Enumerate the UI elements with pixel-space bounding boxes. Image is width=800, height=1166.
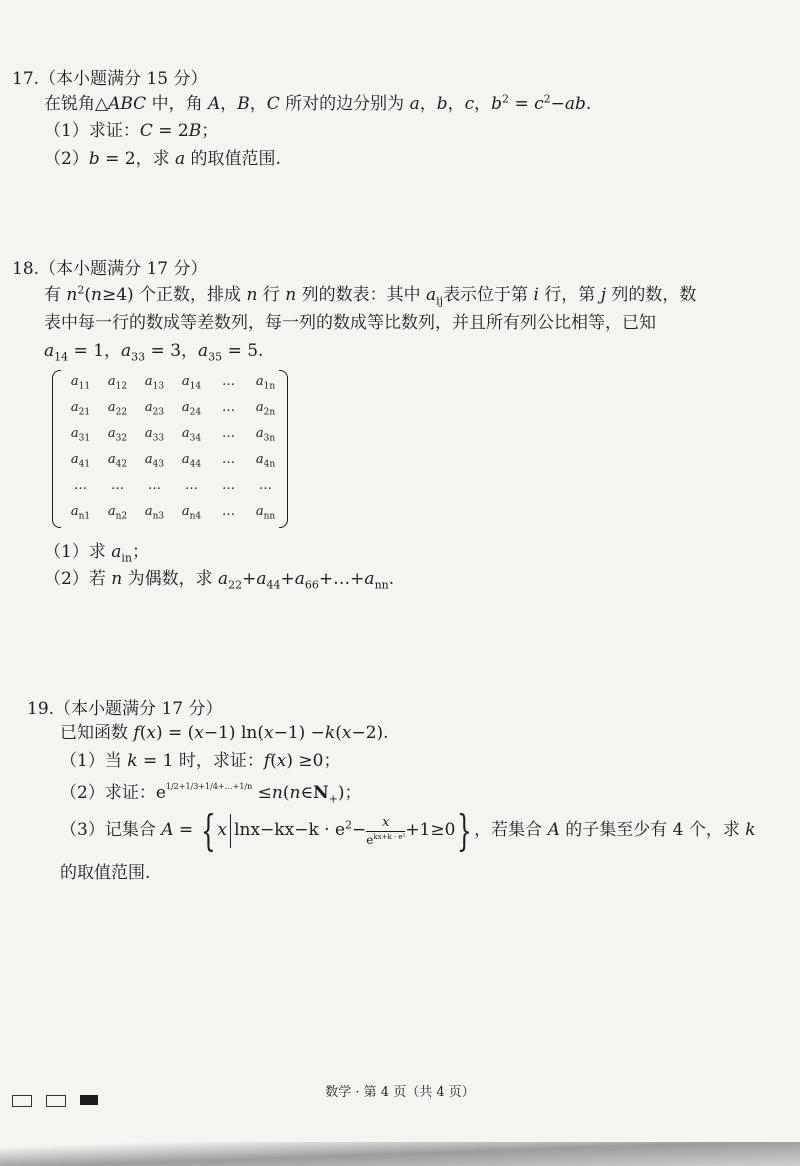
- q17-text: ，: [419, 94, 437, 114]
- matrix-cell-base: …: [222, 503, 235, 519]
- matrix-cell-base: a: [70, 451, 79, 467]
- matrix-cell: [62, 420, 99, 446]
- q18-text: 有: [44, 285, 67, 305]
- q19-var: x: [217, 820, 227, 840]
- q17-var: a: [409, 94, 420, 114]
- q19-text: ) = (: [155, 723, 195, 743]
- matrix-cell-base: …: [185, 477, 198, 493]
- q19-var: x: [146, 723, 156, 743]
- q17-var: a: [175, 149, 186, 169]
- q18-text: = 1，: [68, 341, 122, 361]
- q19-var: f: [263, 751, 271, 771]
- q17-text: 所对的边分别为: [279, 94, 410, 114]
- q18-sub: nn: [374, 578, 389, 592]
- q17-text: 的取值范围.: [185, 149, 281, 169]
- q19-part1: [60, 750, 340, 772]
- q19-text: （1）当: [60, 751, 128, 771]
- q19-var: A: [547, 820, 560, 840]
- q17-text: 中，角: [146, 94, 208, 114]
- matrix-cell: [173, 498, 210, 524]
- q17-text: ，: [220, 94, 238, 114]
- matrix-row: [62, 446, 284, 472]
- matrix-row: [62, 368, 284, 394]
- q19-den-base: e: [366, 832, 374, 847]
- q17-sup: 2: [502, 92, 510, 106]
- q18-sub: 22: [228, 578, 243, 592]
- matrix-cell-base: a: [107, 373, 116, 389]
- matrix-cell-base: a: [70, 373, 79, 389]
- matrix-cell-index: n2: [115, 511, 128, 522]
- q19-fraction-numerator: x: [366, 816, 405, 832]
- q17-var: C: [139, 121, 153, 141]
- q17-text: =: [509, 94, 535, 114]
- matrix-cell-index: n4: [189, 511, 202, 522]
- matrix-cell-base: a: [181, 373, 190, 389]
- matrix-cell-index: 43: [152, 459, 165, 470]
- q17-var: b: [491, 94, 503, 114]
- matrix-cell: [247, 498, 284, 524]
- matrix-cell-base: a: [255, 503, 264, 519]
- q17-var: ab: [564, 94, 586, 114]
- q19-heading: [27, 698, 222, 720]
- matrix-cell-base: a: [70, 425, 79, 441]
- matrix-body: [62, 368, 284, 524]
- matrix-row: [62, 498, 284, 524]
- matrix-cell: [99, 368, 136, 394]
- q17-var: B: [237, 94, 250, 114]
- q19-fraction: [366, 816, 405, 846]
- matrix-cell: [136, 368, 173, 394]
- q18-var: a: [111, 542, 122, 562]
- matrix-cell-index: 32: [115, 433, 128, 444]
- matrix-cell-index: 24: [189, 407, 202, 418]
- q18-sub: 44: [266, 578, 281, 592]
- matrix-cell-base: a: [144, 399, 153, 415]
- matrix-cell: [173, 420, 210, 446]
- matrix-cell-base: a: [144, 503, 153, 519]
- q18-part2: [44, 568, 394, 590]
- q18-text: = 3，: [145, 341, 199, 361]
- q17-sup: 2: [543, 92, 551, 106]
- q19-text: 的取值范围.: [60, 863, 151, 883]
- matrix-cell-index: 12: [115, 381, 128, 392]
- footer-text: 数学 · 第 4 页（共 4 页）: [325, 1085, 475, 1100]
- scan-edge-shadow: [0, 1142, 800, 1166]
- matrix-cell-base: a: [107, 451, 116, 467]
- matrix-cell: [62, 394, 99, 420]
- q17-head-text: 17.（本小题满分 15 分）: [12, 69, 208, 89]
- q18-var: j: [600, 285, 606, 305]
- matrix-cell-index: 21: [78, 407, 91, 418]
- q17-text: ；: [201, 121, 219, 141]
- q18-text: .: [388, 569, 395, 589]
- q18-part1: [44, 541, 149, 563]
- matrix-cell-base: a: [181, 503, 190, 519]
- matrix-cell: [136, 420, 173, 446]
- matrix-cell-index: 4n: [263, 459, 276, 470]
- q19-stem: [60, 722, 389, 744]
- matrix-cell: [99, 420, 136, 446]
- footer-marker-box: [46, 1095, 66, 1107]
- q19-text: −: [352, 820, 367, 840]
- q18-head-text: 18.（本小题满分 17 分）: [12, 259, 208, 279]
- matrix-cell: [173, 368, 210, 394]
- matrix-cell: [210, 420, 247, 446]
- q19-var: k: [745, 820, 756, 840]
- matrix-cell: [99, 498, 136, 524]
- q17-heading: [12, 68, 207, 90]
- q19-head-text: 19.（本小题满分 17 分）: [27, 699, 223, 719]
- matrix-cell: [247, 394, 284, 420]
- matrix-cell: [62, 368, 99, 394]
- q18-stem-line3: [44, 340, 263, 362]
- q18-var: n: [111, 569, 123, 589]
- matrix-cell-index: 13: [152, 381, 165, 392]
- matrix-cell-index: 33: [152, 433, 165, 444]
- q17-part1: [44, 120, 218, 142]
- q19-text: +1≥0: [405, 820, 456, 840]
- q18-stem-line1: [44, 284, 696, 306]
- matrix-cell-index: 34: [189, 433, 202, 444]
- matrix-cell-base: a: [107, 399, 116, 415]
- matrix-row: [62, 394, 284, 420]
- q19-sub: +: [328, 792, 338, 806]
- matrix-cell-base: a: [181, 425, 190, 441]
- matrix-cell: [173, 472, 210, 498]
- footer-marker-box: [12, 1095, 32, 1107]
- matrix-cell-index: n3: [152, 511, 165, 522]
- q19-set-symbol: N: [313, 783, 329, 803]
- q19-text: (: [139, 723, 147, 743]
- matrix-row: [62, 420, 284, 446]
- q19-var: x: [341, 723, 352, 743]
- matrix-cell-base: a: [70, 503, 79, 519]
- q19-text: −1) ln(: [203, 723, 264, 743]
- q18-var: n: [91, 285, 102, 305]
- q18-var: n: [66, 285, 78, 305]
- q19-part3: [60, 805, 756, 855]
- q18-text: +…+: [318, 569, 365, 589]
- matrix-cell: [99, 394, 136, 420]
- q19-sup: 2: [345, 818, 353, 832]
- matrix-cell: [62, 446, 99, 472]
- matrix-cell-base: …: [222, 399, 235, 415]
- q19-text: ≤: [252, 783, 272, 803]
- matrix-cell-index: 3n: [263, 433, 276, 444]
- matrix-cell-index: 44: [189, 459, 202, 470]
- matrix-cell-base: a: [144, 373, 153, 389]
- q17-text: ，: [474, 94, 492, 114]
- matrix-cell-index: 22: [115, 407, 128, 418]
- q19-text: (: [270, 751, 277, 771]
- q19-text: ，若集合: [474, 820, 548, 840]
- footer-marker-filled: [80, 1095, 98, 1105]
- q17-text: .: [585, 94, 592, 114]
- q18-text: 表示位于第: [443, 285, 534, 305]
- matrix-cell: [173, 446, 210, 472]
- q19-text: 已知函数: [60, 723, 134, 743]
- q19-text: （2）求证：e: [60, 783, 166, 803]
- q18-text: （1）求: [44, 542, 112, 562]
- matrix-cell-base: …: [222, 451, 235, 467]
- q19-text: （3）记集合: [60, 820, 162, 840]
- q18-heading: [12, 258, 207, 280]
- matrix-cell-base: a: [255, 373, 264, 389]
- q18-text: 行，第: [538, 285, 601, 305]
- matrix-cell: [136, 472, 173, 498]
- matrix-cell: [136, 498, 173, 524]
- q19-text: ) ≥0；: [286, 751, 341, 771]
- q19-var: k: [324, 723, 336, 743]
- q19-var: k: [127, 751, 138, 771]
- matrix-cell-index: n1: [78, 511, 91, 522]
- matrix-cell: [247, 472, 284, 498]
- q18-text: 为偶数，求: [122, 569, 218, 589]
- q19-var: x: [276, 751, 287, 771]
- q18-sub: in: [121, 551, 132, 565]
- q18-var: a: [218, 569, 229, 589]
- matrix-cell: [210, 498, 247, 524]
- matrix-cell-base: …: [222, 425, 235, 441]
- q17-var: c: [464, 94, 475, 114]
- q17-var: b: [436, 94, 448, 114]
- q18-sup: 2: [77, 283, 85, 297]
- q19-right-brace: }: [457, 805, 473, 855]
- page-footer: [0, 1081, 800, 1100]
- matrix-cell-index: 42: [115, 459, 128, 470]
- q18-var: a: [364, 569, 375, 589]
- matrix-cell-index: 11: [78, 381, 91, 392]
- q19-text: 的子集至少有 4 个，求: [559, 820, 746, 840]
- q19-var: x: [263, 723, 274, 743]
- q18-var: i: [533, 285, 539, 305]
- q18-sub: ij: [436, 294, 444, 308]
- q17-text: = 2，求: [99, 149, 175, 169]
- q19-text: =: [173, 820, 199, 840]
- matrix-cell-index: 14: [189, 381, 202, 392]
- matrix-cell: [136, 394, 173, 420]
- matrix-cell-index: 23: [152, 407, 165, 418]
- q18-sub: 14: [54, 350, 69, 364]
- q19-var: A: [161, 820, 174, 840]
- matrix-cell: [62, 498, 99, 524]
- q17-text: ，: [249, 94, 267, 114]
- matrix-cell-base: a: [144, 425, 153, 441]
- q19-var: n: [289, 783, 301, 803]
- q19-den-exponent: kx+k · e²: [373, 832, 406, 841]
- q18-var: a: [44, 341, 55, 361]
- q18-var: a: [294, 569, 305, 589]
- q18-var: a: [425, 285, 437, 305]
- matrix-cell-index: 41: [78, 459, 91, 470]
- matrix-cell: [210, 472, 247, 498]
- q17-var: c: [534, 94, 544, 114]
- matrix-cell: [247, 368, 284, 394]
- matrix-cell-base: a: [181, 451, 190, 467]
- q17-text: 在锐角△: [44, 94, 109, 114]
- q17-var: B: [188, 121, 202, 141]
- q19-var: n: [271, 783, 283, 803]
- matrix-cell-base: a: [255, 425, 264, 441]
- matrix-cell-base: a: [144, 451, 153, 467]
- matrix-cell-base: a: [255, 399, 264, 415]
- matrix-cell-base: a: [181, 399, 190, 415]
- matrix-cell: [210, 446, 247, 472]
- q18-matrix: [52, 368, 288, 530]
- q19-text: = 1 时，求证：: [137, 751, 264, 771]
- q18-text: 行: [257, 285, 286, 305]
- matrix-cell-base: a: [107, 425, 116, 441]
- q18-text: 列的数，数: [606, 285, 697, 305]
- matrix-cell: [62, 472, 99, 498]
- matrix-cell-base: a: [107, 503, 116, 519]
- q18-sub: 33: [131, 350, 146, 364]
- q18-var: n: [246, 285, 258, 305]
- matrix-cell-base: …: [222, 477, 235, 493]
- q18-sub: 66: [304, 578, 319, 592]
- q17-text: −: [550, 94, 565, 114]
- q17-var: ABC: [108, 94, 147, 114]
- q18-sub: 35: [208, 350, 223, 364]
- matrix-cell: [173, 394, 210, 420]
- q17-part2: [44, 148, 281, 170]
- q18-text: (: [84, 285, 91, 305]
- matrix-cell: [99, 446, 136, 472]
- matrix-left-bracket: [52, 370, 61, 528]
- q19-fraction-denominator: [366, 832, 405, 846]
- q19-text: lnx−kx−k · e: [234, 820, 346, 840]
- matrix-cell: [210, 368, 247, 394]
- q17-stem: [44, 93, 591, 115]
- q17-text: = 2: [152, 121, 189, 141]
- q19-part2: [60, 782, 361, 804]
- matrix-cell-base: a: [70, 399, 79, 415]
- matrix-cell-base: …: [111, 477, 124, 493]
- q18-var: a: [198, 341, 209, 361]
- q19-text: −1) −: [273, 723, 325, 743]
- matrix-cell-index: 2n: [263, 407, 276, 418]
- q18-stem-line2: [44, 312, 656, 334]
- q18-var: a: [256, 569, 267, 589]
- q19-text: (: [282, 783, 290, 803]
- q18-text: +: [242, 569, 257, 589]
- q19-var: x: [194, 723, 204, 743]
- matrix-cell: [247, 420, 284, 446]
- q17-var: C: [266, 94, 280, 114]
- matrix-cell-index: 1n: [263, 381, 276, 392]
- matrix-cell: [210, 394, 247, 420]
- q18-text: +: [280, 569, 295, 589]
- q18-text: = 5.: [222, 341, 264, 361]
- matrix-cell: [99, 472, 136, 498]
- q19-part3-continued: [60, 862, 150, 884]
- q19-text: ∈: [300, 783, 314, 803]
- q19-text: (: [335, 723, 342, 743]
- matrix-table: [62, 368, 284, 524]
- q17-text: （2）: [44, 149, 89, 169]
- matrix-cell-base: …: [222, 373, 235, 389]
- q18-text: （2）若: [44, 569, 112, 589]
- q17-var: b: [88, 149, 100, 169]
- matrix-cell-base: a: [255, 451, 264, 467]
- q17-var: A: [207, 94, 221, 114]
- q18-var: a: [121, 341, 132, 361]
- matrix-cell-base: …: [148, 477, 161, 493]
- q19-text: −2).: [351, 723, 389, 743]
- matrix-cell-index: 31: [78, 433, 91, 444]
- q18-text: 列的数表：其中: [296, 285, 426, 305]
- q18-var: n: [285, 285, 297, 305]
- q19-exponent: 1/2+1/3+1/4+…+1/n: [165, 782, 253, 792]
- matrix-cell: [247, 446, 284, 472]
- q17-text: ，: [447, 94, 465, 114]
- q19-set-bar: [230, 814, 231, 848]
- matrix-cell: [136, 446, 173, 472]
- q19-text: )；: [337, 783, 362, 803]
- matrix-cell-base: …: [259, 477, 272, 493]
- matrix-row: [62, 472, 284, 498]
- q19-var: f: [133, 723, 140, 743]
- q17-text: （1）求证：: [44, 121, 140, 141]
- q18-text: ≥4) 个正数，排成: [101, 285, 247, 305]
- matrix-cell-index: nn: [263, 511, 276, 522]
- q19-left-brace: {: [200, 805, 216, 855]
- q18-text: ；: [131, 542, 149, 562]
- matrix-cell-base: …: [74, 477, 87, 493]
- q18-text: 表中每一行的数成等差数列，每一列的数成等比数列，并且所有列公比相等，已知: [44, 313, 656, 333]
